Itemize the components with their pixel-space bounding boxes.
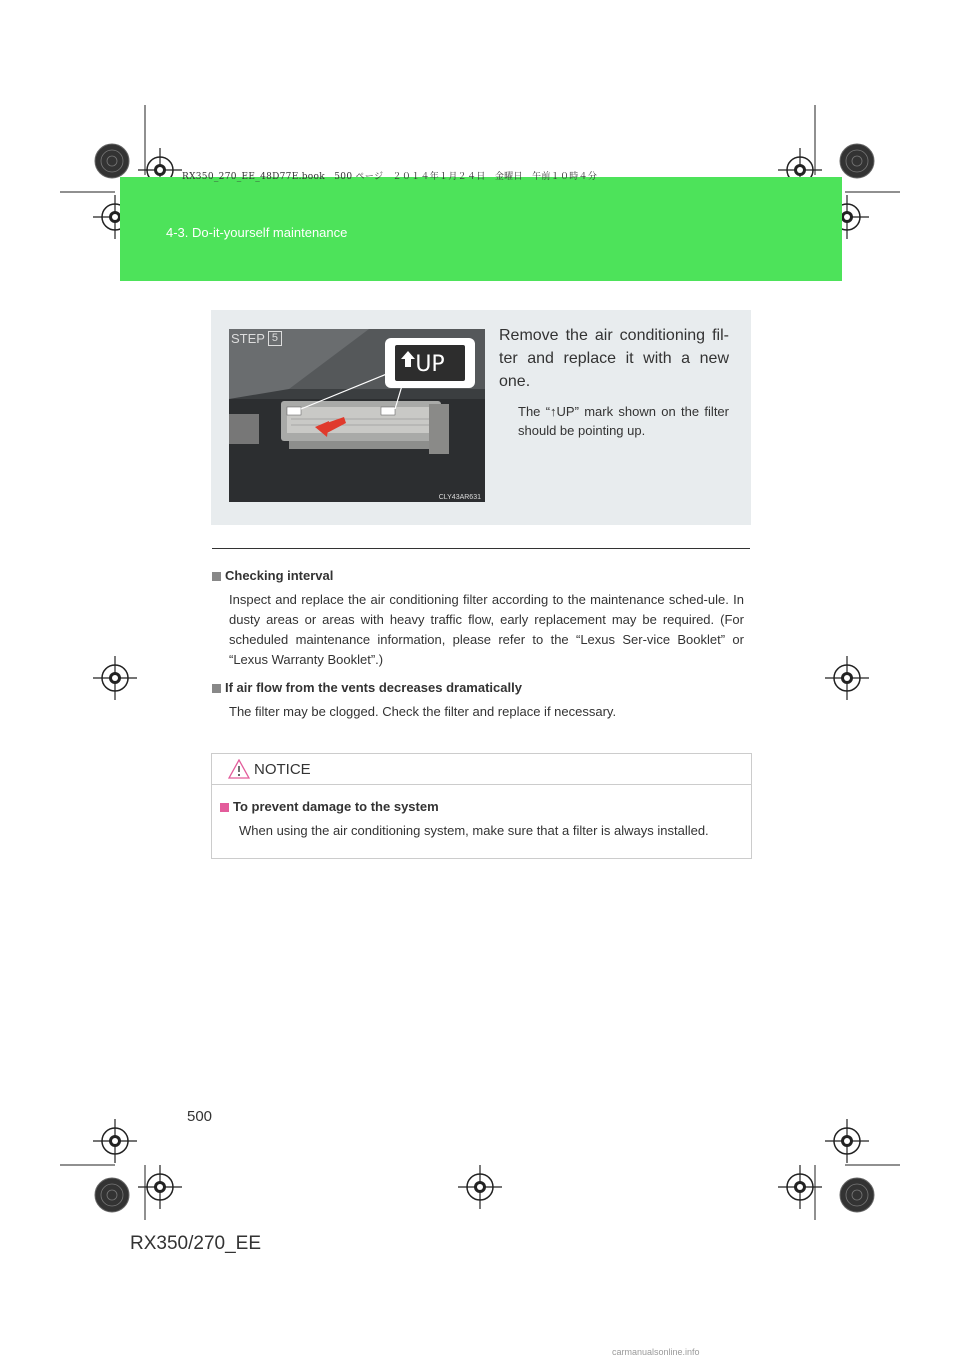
section-divider <box>212 548 750 549</box>
info-heading-checking-interval: Checking interval <box>212 566 744 586</box>
square-bullet-icon <box>220 803 229 812</box>
section-title: 4-3. Do-it-yourself maintenance <box>166 225 348 240</box>
up-mark-label: UP <box>415 352 445 377</box>
step-note: The “↑UP” mark shown on the filter should be pointing up. <box>518 404 729 438</box>
step-box <box>211 310 751 525</box>
page-number: 500 <box>187 1108 213 1125</box>
notice-body <box>212 785 751 841</box>
notice-text: When using the air conditioning system, make sure that a filter is always installed. <box>239 823 709 838</box>
photo-code: CLY43AR631 <box>438 494 481 501</box>
watermark: carmanualsonline.info <box>612 1347 700 1357</box>
warning-triangle-icon <box>228 759 250 779</box>
model-code: RX350/270_EE <box>130 1233 261 1254</box>
notice-title: NOTICE <box>254 760 311 778</box>
filter-photo <box>229 329 485 502</box>
notice-header <box>212 754 751 785</box>
print-info: RX350_270_EE_48D77E.book 500 ページ ２０１４年１月２４日 金曜日 午前１０時４分 <box>182 172 598 182</box>
step-label: STEP 5 <box>231 331 282 346</box>
info-heading-air-flow: If air flow from the vents decreases dramatically <box>212 678 744 698</box>
square-bullet-icon <box>212 684 221 693</box>
notice-heading: To prevent damage to the system <box>220 797 751 817</box>
info-body-air-flow: The filter may be clogged. Check the filter and replace if necessary. <box>229 704 617 719</box>
info-section <box>212 566 744 722</box>
filter-photo-illustration <box>229 329 485 502</box>
notice-box <box>211 753 752 859</box>
section-header <box>120 177 842 281</box>
info-body-checking-interval: Inspect and replace the air conditioning filter according to the maintenance sched-ule. In dusty areas or areas with heavy traffic flow, early replacement may be required. (For scheduled maintenance information, please refer to the “Lexus Ser-vice Booklet” or “Lexus Warranty Booklet”.) <box>229 592 744 667</box>
step-instruction: Remove the air conditioning fil-ter and replace it with a new one. <box>499 327 729 390</box>
step-number: 5 <box>268 331 282 346</box>
square-bullet-icon <box>212 572 221 581</box>
